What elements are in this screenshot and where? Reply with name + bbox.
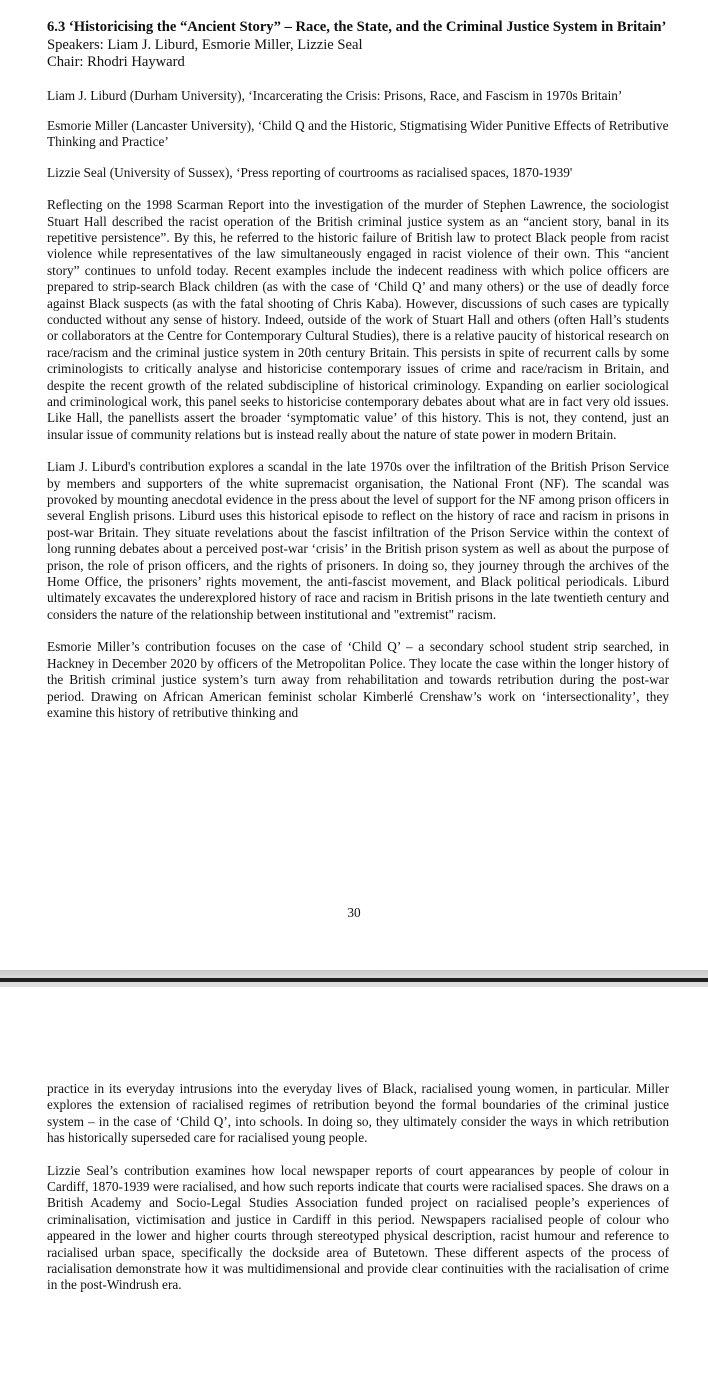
liburd-contribution-paragraph: Liam J. Liburd's contribution explores a scandal in the late 1970s over the infiltration of the British Prison Service by members and supporters of the white supremacist organisation, the National Front (NF). The scandal was provoked by mounting anecdotal evidence in the press about the level of support for the NF among prison officers in several English prisons. Liburd uses this historical episode to reflect on the history of race and racism in prisons in post-war Britain. They situate revelations about the fascist infiltration of the Prison Service within the context of long running debates about a perceived post-war ‘crisis’ in the British prison system as well as about the purpose of prison, the role of prison officers, and the rights of prisoners. In doing so, they journey through the archives of the Home Office, the prisoners’ rights movement, the anti-fascist movement, and Black political periodicals. Liburd ultimately excavates the underexplored history of race and racism in British prisons in the late twentieth century and considers the nature of the relationship between institutional and "extremist" racism. [47, 459, 669, 622]
separator-shadow [0, 970, 708, 978]
page-content [47, 1081, 669, 1294]
speakers-line: Speakers: Liam J. Liburd, Esmorie Miller, Lizzie Seal [47, 36, 363, 53]
chair-line: Chair: Rhodri Hayward [47, 54, 185, 70]
miller-contribution-continued: practice in its everyday intrusions into the everyday lives of Black, racialised young women, in particular. Miller explores the extension of racialised regimes of retribution beyond the formal boundaries of the criminal justice system – in the case of ‘Child Q’, into schools. In doing so, they ultimately consider the ways in which retribution has historically superseded care for racialised young people. [47, 1081, 669, 1146]
page-content [47, 19, 669, 721]
page-break-separator [0, 970, 708, 987]
talk-entry-seal: Lizzie Seal (University of Sussex), ‘Press reporting of courtrooms as racialised spaces, 1870-1939' [47, 164, 573, 180]
miller-contribution-paragraph: Esmorie Miller’s contribution focuses on the case of ‘Child Q’ – a secondary school student strip searched, in Hackney in December 2020 by officers of the Metropolitan Police. They locate the case within the longer history of the British criminal justice system’s turn away from rehabilitation and towards retribution during the post-war period. Drawing on African American feminist scholar Kimberlé Crenshaw’s work on ‘intersectionality’, they examine this history of retributive thinking and [47, 639, 669, 720]
page-number: 30 [347, 905, 361, 920]
panel-abstract-paragraph: Reflecting on the 1998 Scarman Report into the investigation of the murder of Stephen Lawrence, the sociologist Stuart Hall described the racist operation of the British criminal justice system as an “ancient story, banal in its repetitive persistence”. By this, he referred to the historic failure of British law to protect Black people from racist violence while representatives of the law simultaneously engaged in racist violence of their own. This “ancient story” continues to unfold today. Recent examples include the indecent readiness with which police officers are prepared to strip-search Black children (as with the case of ‘Child Q’ and many others) or the use of deadly force against Black suspects (as with the fatal shooting of Chris Kaba). However, discussions of such cases are typically conducted without any sense of history. Indeed, outside of the work of Stuart Hall and others (often Hall’s students or collaborators at the Centre for Contemporary Cultural Studies), there is a relative paucity of historical research on race/racism and the criminal justice system in 20th century Britain. This persists in spite of recurrent calls by some criminologists to critically analyse and historicise contemporary issues of crime and race/racism in Britain, and despite the recent growth of the related subdiscipline of historical criminology. Expanding on earlier sociological and criminological work, this panel seeks to historicise contemporary debates about what are in fact very old issues. Like Hall, the panellists assert the broader ‘symptomatic value’ of this history. This is not, they contend, just an insular issue of community relations but is instead really about the nature of state power in modern Britain. [47, 197, 669, 442]
section-title: 6.3 ‘Historicising the “Ancient Story” – Race, the State, and the Criminal Justice System in Britain’ [47, 19, 667, 35]
talk-entry-liburd: Liam J. Liburd (Durham University), ‘Incarcerating the Crisis: Prisons, Race, and Fascism in 1970s Britain’ [47, 87, 623, 103]
document-page-31 [0, 987, 708, 1388]
talk-entry-miller: Esmorie Miller (Lancaster University), ‘Child Q and the Historic, Stigmatising Wider Punitive Effects of Retributive Thinking and Practice’ [47, 117, 669, 150]
seal-contribution-paragraph: Lizzie Seal’s contribution examines how local newspaper reports of court appearances by people of colour in Cardiff, 1870-1939 were racialised, and how such reports indicate that courts were racialised spaces. She draws on a British Academy and Socio-Legal Studies Association funded project on racialised people’s experiences of criminalisation, victimisation and justice in Cardiff in this period. Newspapers racialised people of colour who appeared in the lower and higher courts through stereotyped physical description, racist humour and reference to racialised urban space, specifically the dockside area of Butetown. These different aspects of the process of racialisation demonstrate how it was multidimensional and provide clear continuities with the racialisation of crime in the post-Windrush era. [47, 1162, 669, 1293]
